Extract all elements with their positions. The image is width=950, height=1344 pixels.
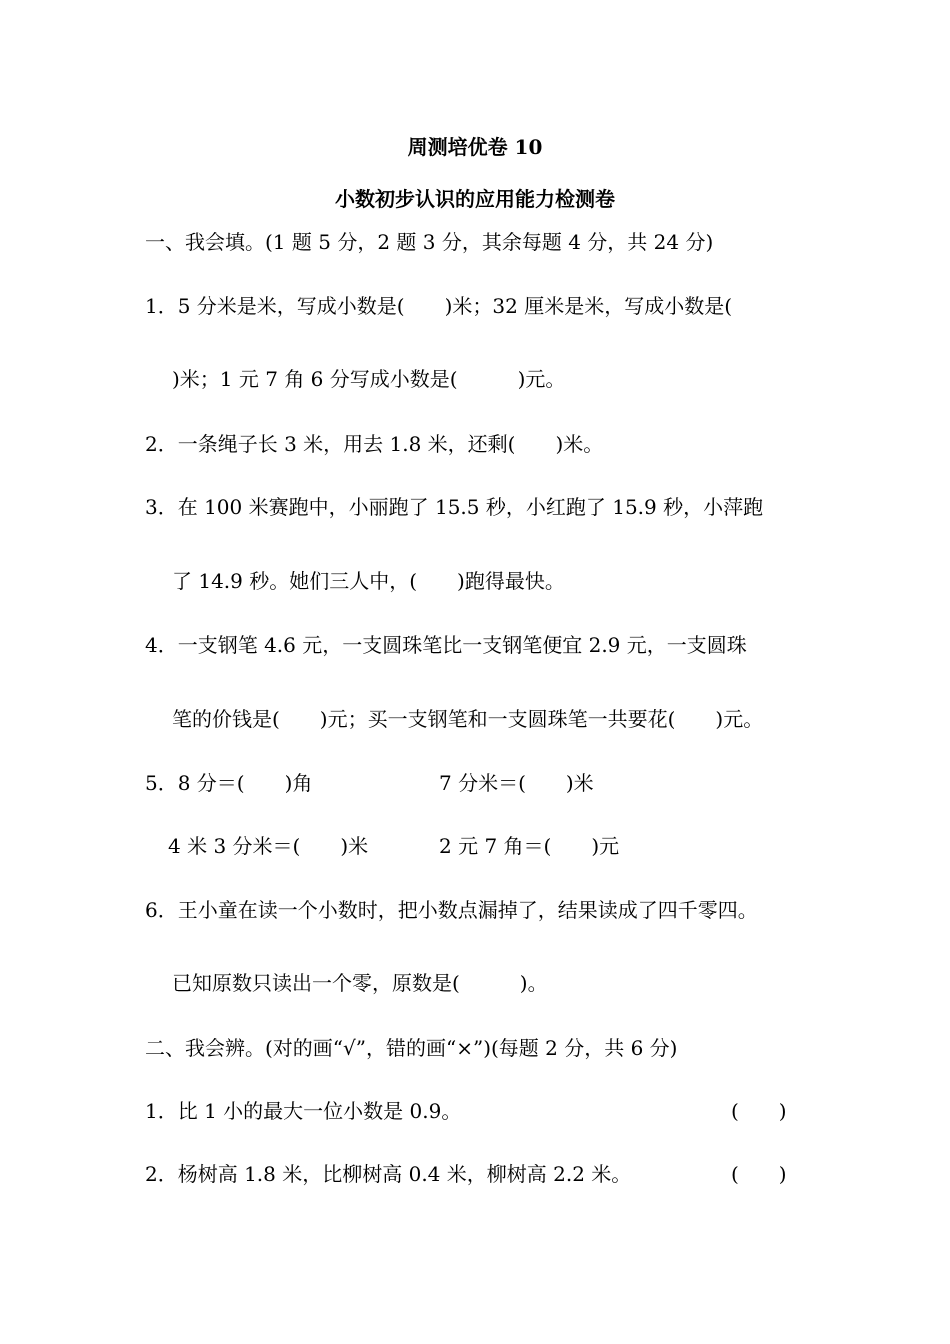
page-subtitle: 小数初步认识的应用能力检测卷 xyxy=(335,187,615,211)
question-6-line-2: 已知原数只读出一个零，原数是( )。 xyxy=(172,971,548,995)
section-2-heading: 二、我会辨。(对的画“√”，错的画“×”)(每题 2 分，共 6 分) xyxy=(145,1036,678,1060)
question-1-line-1: 1．5 分米是米，写成小数是( )米；32 厘米是米，写成小数是( xyxy=(145,294,733,318)
question-3-line-1: 3．在 100 米赛跑中，小丽跑了 15.5 秒，小红跑了 15.9 秒，小萍跑 xyxy=(145,495,764,519)
question-5-item-b: 7 分米＝( )米 xyxy=(439,771,594,795)
judge-question-1: 1．比 1 小的最大一位小数是 0.9。 xyxy=(145,1099,462,1123)
page-title: 周测培优卷 10 xyxy=(407,135,543,159)
judge-answer-box-2: ( ) xyxy=(731,1162,787,1186)
judge-answer-box-1: ( ) xyxy=(731,1099,787,1123)
question-5-item-c: 4 米 3 分米＝( )米 xyxy=(168,834,369,858)
question-5-item-a: 5．8 分＝( )角 xyxy=(145,771,313,795)
judge-question-2: 2．杨树高 1.8 米，比柳树高 0.4 米，柳树高 2.2 米。 xyxy=(145,1162,632,1186)
question-4-line-2: 笔的价钱是( )元；买一支钢笔和一支圆珠笔一共要花( )元。 xyxy=(172,707,764,731)
question-6-line-1: 6．王小童在读一个小数时，把小数点漏掉了，结果读成了四千零四。 xyxy=(145,898,758,922)
section-1-heading: 一、我会填。(1 题 5 分，2 题 3 分，其余每题 4 分，共 24 分) xyxy=(145,230,714,254)
question-5-item-d: 2 元 7 角＝( )元 xyxy=(439,834,620,858)
question-2: 2．一条绳子长 3 米，用去 1.8 米，还剩( )米。 xyxy=(145,432,604,456)
question-3-line-2: 了 14.9 秒。她们三人中，( )跑得最快。 xyxy=(172,569,565,593)
question-1-line-2: )米；1 元 7 角 6 分写成小数是( )元。 xyxy=(172,367,566,391)
question-4-line-1: 4．一支钢笔 4.6 元，一支圆珠笔比一支钢笔便宜 2.9 元，一支圆珠 xyxy=(145,633,747,657)
